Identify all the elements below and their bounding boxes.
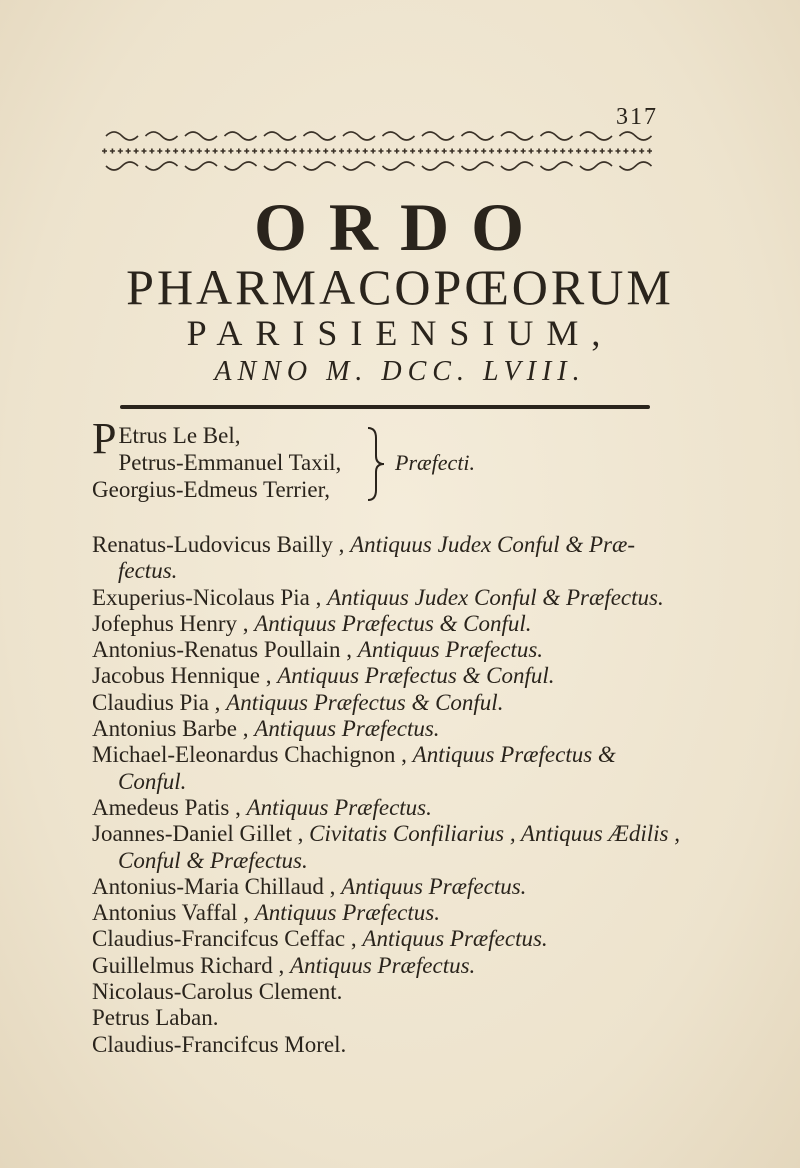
divider-rule [120,405,650,409]
list-item [92,821,712,847]
list-item [92,663,712,689]
list-item [92,795,712,821]
list-item [92,611,712,637]
member-title: Antiquus Judex Conful & Præfectus. [327,584,664,610]
member-name: Claudius-Francifcus Ceffac , [92,926,357,952]
member-name: Petrus Laban. [92,1005,219,1031]
member-title: Antiquus Præfectus & Conful. [277,663,555,689]
list-item [92,558,712,584]
list-item [92,585,712,611]
member-title: Antiquus Præfectus. [254,716,440,742]
officer-name: Etrus Le Bel, [118,423,241,448]
list-item [92,953,712,979]
member-title: Conful & Præfectus. [118,847,308,873]
member-name: Claudius-Francifcus Morel. [92,1031,347,1057]
brace-icon [362,424,392,504]
list-item [92,716,712,742]
list-item [92,532,712,558]
member-title: Antiquus Præfectus. [290,952,476,978]
officer-name: Petrus-Emmanuel Taxil, [118,450,342,475]
page-number: 317 [616,104,658,130]
list-item [92,874,712,900]
member-name: Nicolaus-Carolus Clement. [92,979,343,1005]
members-list [92,532,712,1058]
member-name: Antonius-Renatus Poullain , [92,637,353,663]
list-item [92,926,712,952]
member-name: Renatus-Ludovicus Bailly , [92,532,345,557]
officers-role: Præfecti. [395,450,476,475]
officers-block [92,414,692,503]
list-item [92,1032,712,1058]
member-title: Conful. [118,768,187,794]
list-item [92,1005,712,1031]
member-title: Antiquus Judex Conful & Præ- [350,532,635,557]
member-name: Michael-Eleonardus Chachignon , [92,742,407,768]
member-name: Jacobus Hennique , [92,663,272,689]
list-item [92,900,712,926]
member-title: Antiquus Præfectus & [412,742,616,768]
list-item [92,848,712,874]
officer-name: Georgius-Edmeus Terrier, [92,477,331,502]
member-name: Antonius-Maria Chillaud , [92,873,336,899]
list-item [92,769,712,795]
title-ordo: ORDO [254,189,546,265]
list-item [92,742,712,768]
drop-cap: P [92,414,117,463]
list-item [92,979,712,1005]
member-title: Civitatis Confiliarius , Antiquus Ædilis , [309,821,681,847]
member-title: Antiquus Præfectus. [357,637,544,663]
member-title: Antiquus Præfectus & Conful. [226,689,504,715]
member-title: Antiquus Præfectus. [362,926,548,952]
member-name: Antonius Vaffal , [92,900,249,926]
member-name: Exuperius-Nicolaus Pia , [92,584,322,610]
member-title: Antiquus Præfectus. [254,900,440,926]
member-name: Claudius Pia , [92,689,221,715]
member-title: Antiquus Præfectus. [246,794,432,820]
list-item [92,690,712,716]
member-title: fectus. [118,558,178,584]
member-name: Antonius Barbe , [92,716,249,742]
floral-band-ornament-icon [96,128,652,174]
title-pharmacopoeorum: PHARMACOPŒORUM [126,259,674,315]
title-year: ANNO M. DCC. LVIII. [214,356,586,387]
member-name: Amedeus Patis , [92,794,241,820]
list-item [92,637,712,663]
member-title: Antiquus Præfectus. [341,873,527,899]
member-name: Jofephus Henry , [92,610,249,636]
member-title: Antiquus Præfectus & Conful. [254,610,532,636]
member-name: Joannes-Daniel Gillet , [92,821,304,847]
title-parisiensium: PARISIENSIUM, [186,313,614,353]
member-name: Guillelmus Richard , [92,952,285,978]
